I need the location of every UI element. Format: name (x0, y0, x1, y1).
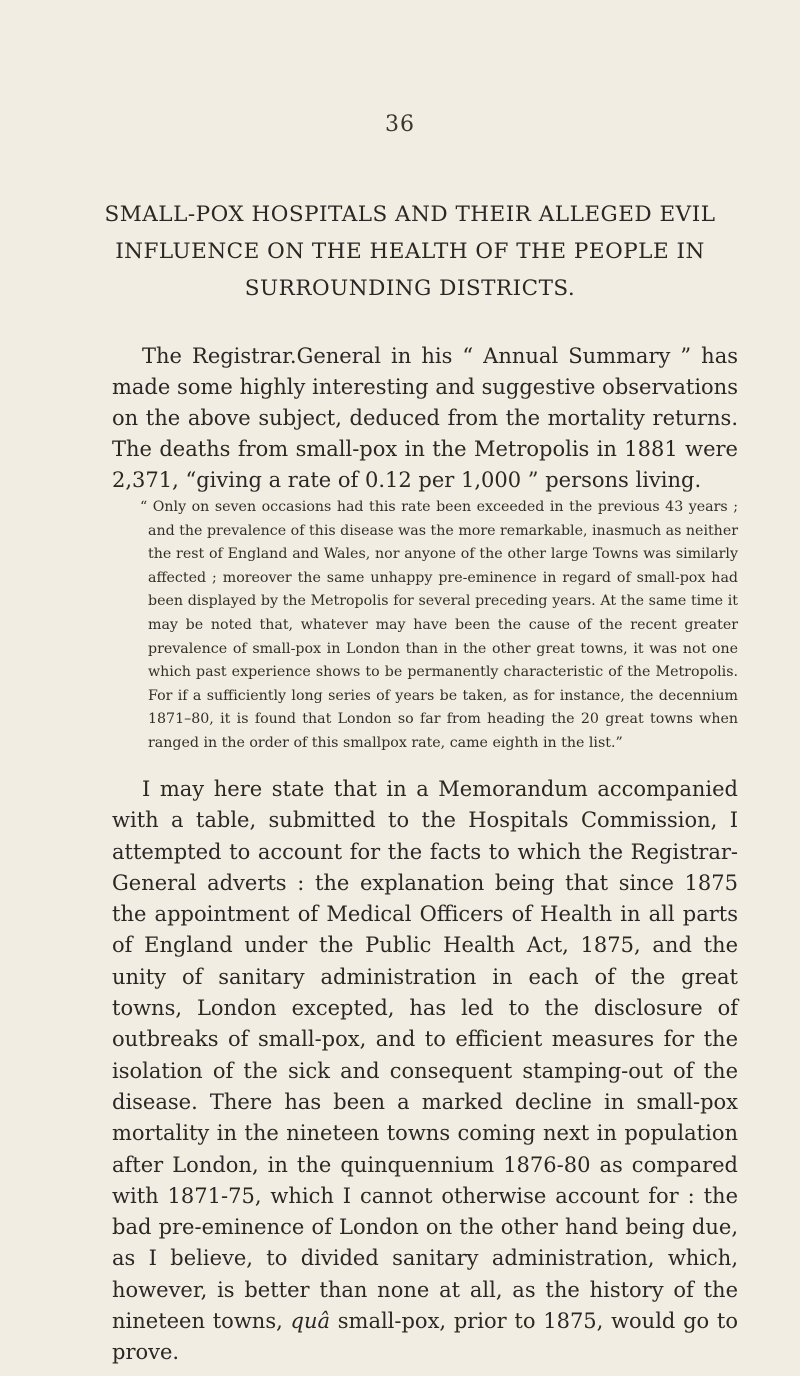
section-title: SMALL-POX HOSPITALS AND THEIR ALLEGED EVIL INFLUENCE ON THE HEALTH OF THE PEOPLE IN SURROUNDING DISTRICTS. (104, 202, 716, 301)
paragraph-2-text (112, 774, 738, 1369)
paragraph-2-part-1: I may here state that in a Memorandum accompanied with a table, submitted to the Hospitals Commission, I attempted to account for the facts to which the Registrar-General adverts : the explanation being that since 1875 the appointment of Medical Officers of Health in all parts of England under the Public Health Act, 1875, and the unity of sanitary administration in each of the great towns, London excepted, has led to the disclosure of outbreaks of small-pox, and to efficient measures for the isolation of the sick and consequent stamping-out of the disease. There has been a marked decline in small-pox mortality in the nineteen towns coming next in population after London, in the quinquennium 1876-80 as compared with 1871-75, which I cannot otherwise account for : the bad pre-eminence of London on the other hand being due, as I believe, to divided sanitary administration, which, however, is better than none at all, as the history of the nineteen towns, (112, 777, 738, 1334)
block-quotation (140, 496, 738, 756)
body-paragraph-1 (112, 341, 738, 496)
body-paragraph-2 (112, 774, 738, 1369)
paragraph-1-text: The Registrar.General in his “ Annual Summary ” has made some highly interesting and suggestive observations on the above subject, deduced from the mortality returns. The deaths from small-pox in the Metropolis in 1881 were 2,371, “giving a rate of 0.12 per 1,000 ” persons living. (112, 344, 738, 492)
page-number: 36 (385, 112, 415, 137)
quotation-text: “ Only on seven occasions had this rate been exceeded in the previous 43 years ; and the prevalence of this disease was the more remarkable, inasmuch as neither the rest of England and Wales, nor anyone of the other large Towns was similarly affected ; moreover the same unhappy pre-eminence in regard of small-pox had been displayed by the Metropolis for several preceding years. At the same time it may be noted that, whatever may have been the cause of the recent greater prevalence of small-pox in London than in the other great towns, it was not one which past experience shows to be permanently characteristic of the Metropolis. For if a sufficiently long series of years be taken, as for instance, the decennium 1871–80, it is found that London so far from heading the 20 great towns when ranged in the order of this smallpox rate, came eighth in the list.” (140, 499, 738, 751)
paragraph-2-part-2: small-pox, prior to 1875, would go to prove. (112, 1309, 738, 1365)
paragraph-2-italic-qua: quâ (290, 1309, 331, 1334)
